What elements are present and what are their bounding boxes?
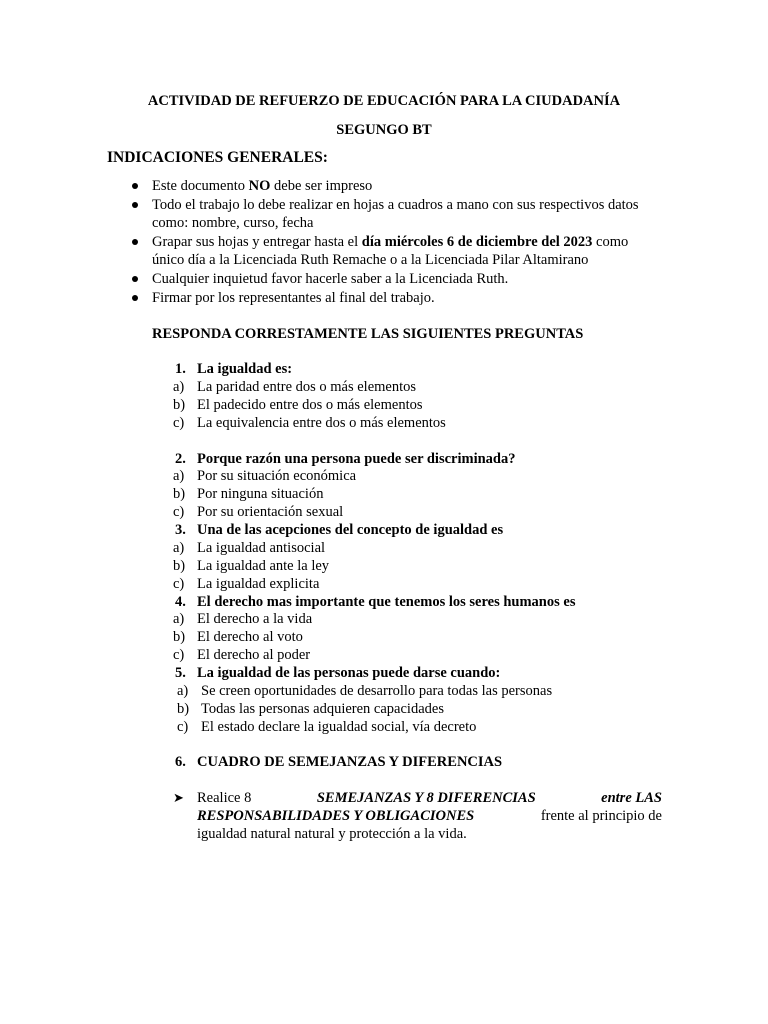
question-1-number: 1.: [175, 361, 186, 377]
q2-option-text: Por su orientación sexual: [197, 504, 344, 520]
q5-option-text: Todas las personas adquieren capacidades: [201, 701, 444, 717]
question-1-text: La igualdad es:: [197, 361, 293, 377]
question-5-text: La igualdad de las personas puede darse cuando:: [197, 665, 501, 681]
question-2-number: 2.: [175, 451, 186, 467]
instruction-4: Cualquier inquietud favor hacerle saber a la Licenciada Ruth.: [152, 271, 509, 287]
instruction-3-line2: único día a la Licenciada Ruth Remache o a la Licenciada Pilar Altamirano: [152, 252, 589, 268]
q2-option-letter: a): [173, 468, 185, 484]
general-instructions-heading: INDICACIONES GENERALES:: [107, 149, 328, 166]
q2-option-text: Por su situación económica: [197, 468, 357, 484]
question-4-number: 4.: [175, 594, 186, 610]
q5-option-letter: b): [177, 701, 190, 717]
q1-option-text: La paridad entre dos o más elementos: [197, 379, 417, 395]
instruction-3-text-end: como: [592, 234, 629, 250]
instruction-3-date: día miércoles 6 de diciembre del 2023: [361, 234, 593, 250]
q2-option-letter: c): [173, 504, 185, 520]
q4-option-text: El derecho al voto: [197, 629, 303, 645]
bullet-icon: [132, 276, 138, 282]
q2-option-text: Por ninguna situación: [197, 486, 324, 502]
task-responsibilities: RESPONSABILIDADES Y OBLIGACIONES: [197, 808, 475, 824]
q3-option-text: La igualdad ante la ley: [197, 558, 330, 574]
q3-option-text: La igualdad explicita: [197, 576, 320, 592]
question-5-number: 5.: [175, 665, 186, 681]
q1-option-letter: b): [173, 397, 186, 413]
instruction-3-line1: [152, 233, 628, 251]
bullet-icon: [132, 295, 138, 301]
instruction-1-text-end: debe ser impreso: [270, 178, 373, 194]
q3-option-letter: b): [173, 558, 186, 574]
q2-option-letter: b): [173, 486, 186, 502]
instruction-1: [152, 177, 372, 195]
q1-option-letter: a): [173, 379, 185, 395]
instruction-5: Firmar por los representantes al final del trabajo.: [152, 290, 435, 306]
task-emphasis: SEMEJANZAS Y 8 DIFERENCIAS: [316, 790, 536, 806]
arrow-bullet-icon: ➤: [173, 790, 184, 805]
document-subtitle: SEGUNGO BT: [336, 122, 432, 138]
question-3-text: Una de las acepciones del concepto de igualdad es: [197, 522, 504, 538]
question-4-text: El derecho mas importante que tenemos los seres humanos es: [197, 594, 576, 610]
instruction-1-text: Este documento: [152, 178, 249, 194]
q5-option-letter: a): [177, 683, 189, 699]
q1-option-letter: c): [173, 415, 185, 431]
q4-option-text: El derecho a la vida: [197, 611, 313, 627]
bullet-icon: [132, 239, 138, 245]
task-text: Realice 8: [197, 790, 252, 806]
q4-option-letter: c): [173, 647, 185, 663]
question-3-number: 3.: [175, 522, 186, 538]
bullet-icon: [132, 202, 138, 208]
task-emphasis-end: entre LAS: [601, 790, 662, 806]
question-6-number: 6.: [175, 754, 186, 770]
instruction-1-bold: NO: [248, 178, 271, 194]
task-line-1: [197, 789, 662, 807]
questions-heading: RESPONDA CORRESTAMENTE LAS SIGUIENTES PREGUNTAS: [152, 326, 584, 342]
q5-option-text: El estado declare la igualdad social, vía decreto: [201, 719, 477, 735]
instruction-2-line1: Todo el trabajo lo debe realizar en hojas a cuadros a mano con sus respectivos datos: [152, 197, 639, 213]
question-6-text: CUADRO DE SEMEJANZAS Y DIFERENCIAS: [197, 754, 503, 770]
q4-option-text: El derecho al poder: [197, 647, 311, 663]
instruction-2-line2: como: nombre, curso, fecha: [152, 215, 314, 231]
task-text-cont: frente al principio de: [540, 808, 662, 824]
task-line-3: igualdad natural natural y protección a la vida.: [197, 826, 467, 842]
q1-option-text: El padecido entre dos o más elementos: [197, 397, 423, 413]
q4-option-letter: b): [173, 629, 186, 645]
q3-option-text: La igualdad antisocial: [197, 540, 326, 556]
question-2-text: Porque razón una persona puede ser discriminada?: [197, 451, 516, 467]
document-title: ACTIVIDAD DE REFUERZO DE EDUCACIÓN PARA LA CIUDADANÍA: [147, 93, 621, 109]
q3-option-letter: a): [173, 540, 185, 556]
task-line-2: [197, 807, 662, 825]
q5-option-letter: c): [177, 719, 189, 735]
q1-option-text: La equivalencia entre dos o más elementos: [197, 415, 446, 431]
bullet-icon: [132, 183, 138, 189]
q5-option-text: Se creen oportunidades de desarrollo para todas las personas: [201, 683, 553, 699]
q3-option-letter: c): [173, 576, 185, 592]
q4-option-letter: a): [173, 611, 185, 627]
instruction-3-text: Grapar sus hojas y entregar hasta el: [152, 234, 362, 250]
